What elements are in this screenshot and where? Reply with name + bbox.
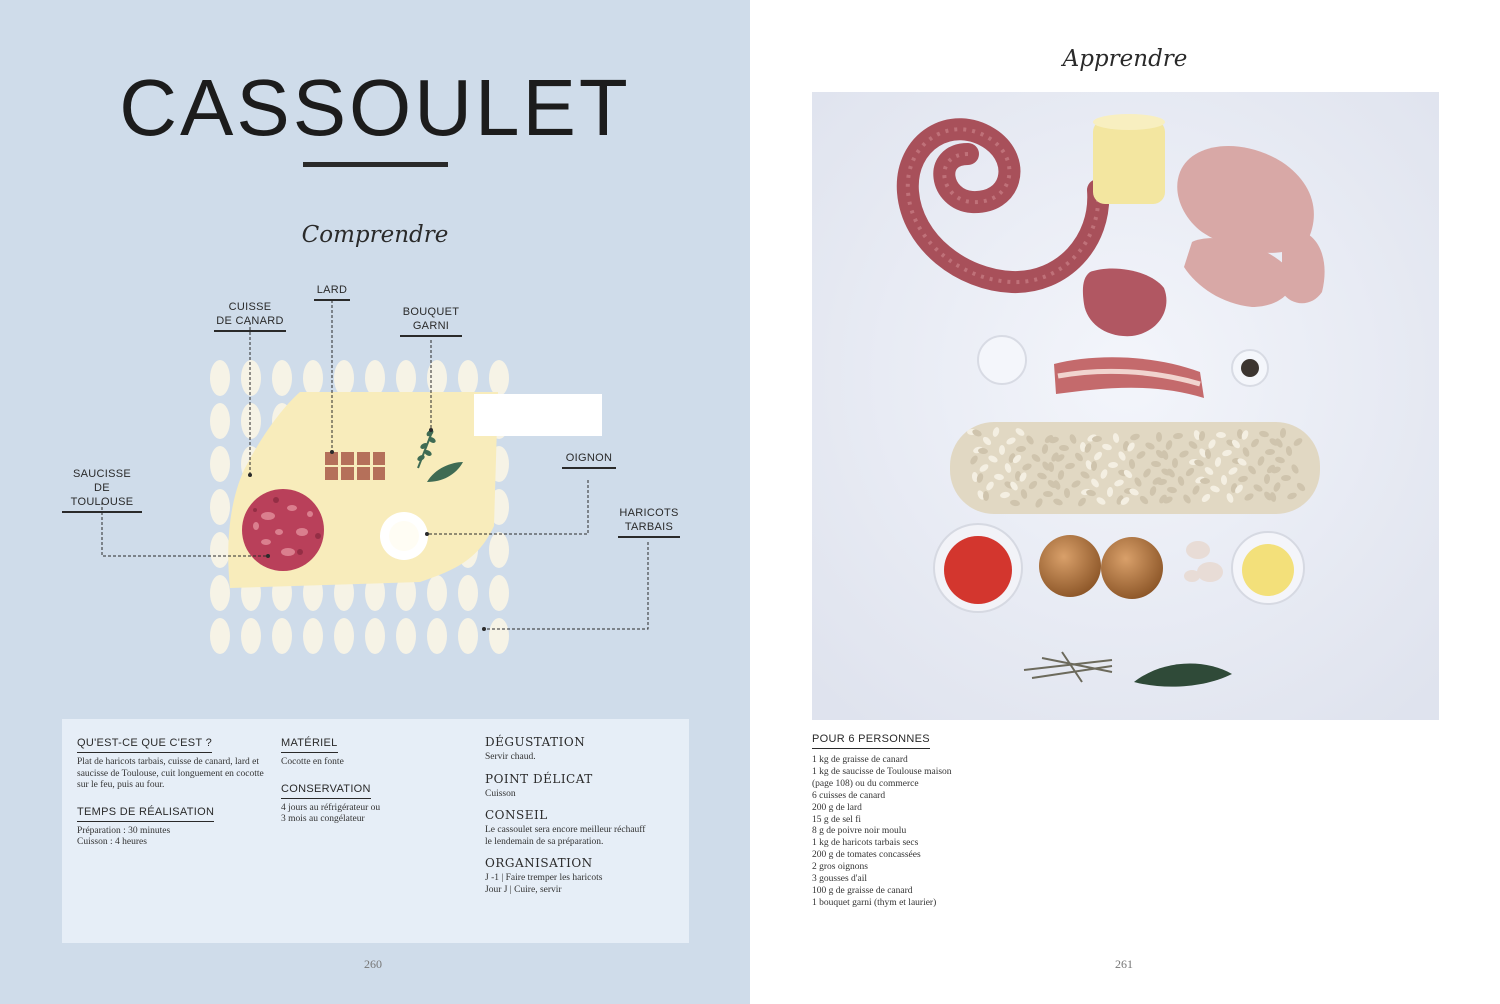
ingredient-item: 3 gousses d'ail (812, 874, 868, 885)
section-heading-apprendre: Apprendre (1062, 46, 1188, 72)
bean-shape (210, 446, 230, 482)
bean-shape (210, 618, 230, 654)
bean-shape (458, 360, 478, 396)
section-text-materiel: Cocotte en fonte (281, 757, 344, 767)
section-title-point-delicat: POINT DÉLICAT (485, 771, 593, 786)
bean-shape (334, 618, 354, 654)
cassoulet-diagram (0, 270, 750, 670)
page-number-left: 260 (364, 957, 382, 971)
label-cuisse-de-canard (214, 300, 286, 332)
label-oignon: OIGNON (562, 451, 616, 469)
bean-shape (427, 360, 447, 396)
bean-shape (489, 532, 509, 568)
recipe-title: CASSOULET (119, 63, 631, 152)
white-box (474, 394, 602, 436)
ingredient-item: 1 kg de graisse de canard (812, 755, 908, 765)
photo-onion-1 (1039, 535, 1101, 597)
info-column-1 (77, 733, 272, 859)
ingredient-item: 100 g de graisse de canard (812, 885, 913, 896)
photo-duck-fat (1093, 120, 1165, 204)
ingredient-item: 15 g de sel fi (812, 814, 862, 825)
label-saucisse-de-toulouse (62, 467, 142, 513)
section-text-quest-ce-que-cest: Plat de haricots tarbais, cuisse de canard, lard et saucisse de Toulouse, cuit longuement en cocotte sur le feu, puis au four. (77, 757, 264, 790)
bean-shape (303, 618, 323, 654)
info-column-3 (485, 733, 680, 902)
bean-shape (241, 618, 261, 654)
bean-shape (489, 360, 509, 396)
bean-shape (427, 618, 447, 654)
ingredient-item: 1 kg de haricots tarbais secs (812, 838, 919, 849)
bean-shape (489, 618, 509, 654)
info-box (62, 719, 689, 943)
photo-onion-2 (1101, 537, 1163, 599)
ingredient-item: 2 gros oignons (812, 862, 868, 873)
bean-shape (458, 618, 478, 654)
temps-line: Préparation : 30 minutes (77, 825, 171, 836)
bean-shape (365, 360, 385, 396)
bean-shape (427, 575, 447, 611)
bean-shape (241, 403, 261, 439)
ingredient-item: 6 cuisses de canard (812, 790, 886, 801)
section-heading-comprendre: Comprendre (301, 222, 449, 248)
section-title-organisation: ORGANISATION (485, 856, 593, 870)
bean-shape (210, 575, 230, 611)
label-line: DE TOULOUSE (70, 482, 134, 508)
bean-shape (458, 575, 478, 611)
label-lard: LARD (314, 283, 350, 301)
ingredients-photo (812, 92, 1439, 720)
section-title-conservation: CONSERVATION (281, 783, 371, 799)
ingredients-title: POUR 6 PERSONNES (812, 733, 930, 749)
label-line: HARICOTS (619, 507, 679, 519)
organisation-line: J -1 | Faire tremper les haricots (485, 873, 603, 883)
bean-shape (210, 489, 230, 525)
ingredient-item: 200 g de tomates concassées (812, 850, 921, 861)
temps-line: Cuisson : 4 heures (77, 837, 147, 847)
bean-shape (272, 618, 292, 654)
bean-shape (396, 618, 416, 654)
conseil-line: Le cassoulet sera encore meilleur réchauff (485, 825, 646, 835)
bean-shape (489, 575, 509, 611)
label-line: TARBAIS (624, 521, 674, 533)
bean-shape (334, 360, 354, 396)
label-line: DE CANARD (216, 315, 284, 327)
label-line: GARNI (412, 320, 450, 332)
photo-bean (999, 445, 1005, 455)
bean-shape (272, 360, 292, 396)
label-haricots-tarbais (618, 506, 680, 538)
right-page (750, 0, 1500, 1004)
bean-shape (365, 618, 385, 654)
ingredients-photo-illustration (812, 92, 1439, 720)
conseil-line: le lendemain de sa préparation. (485, 836, 604, 847)
bean-shape (241, 360, 261, 396)
ingredient-item: 1 bouquet garni (thym et laurier) (812, 897, 937, 908)
bean-shape (210, 403, 230, 439)
bean-shape (210, 532, 230, 568)
ingredient-item: 8 g de poivre noir moulu (812, 826, 907, 837)
title-rule (303, 162, 448, 167)
label-line: BOUQUET (402, 306, 460, 318)
section-text-conseil (485, 825, 680, 848)
sausage-shape (242, 489, 324, 571)
section-title-materiel: MATÉRIEL (281, 737, 338, 753)
bean-shape (396, 360, 416, 396)
section-title-conseil: CONSEIL (485, 808, 548, 822)
section-title-quest-ce-que-cest: QU'EST-CE QUE C'EST ? (77, 737, 212, 753)
conservation-line: 3 mois au congélateur (281, 814, 365, 824)
section-text-conservation (281, 803, 471, 826)
bean-shape (210, 360, 230, 396)
photo-salt-bowl (978, 336, 1026, 384)
section-text-organisation (485, 873, 680, 896)
info-column-2 (281, 733, 471, 836)
label-line: CUISSE (228, 301, 272, 313)
section-title-temps: TEMPS DE RÉALISATION (77, 806, 214, 822)
ingredient-item: 200 g de lard (812, 802, 862, 813)
ingredients-list (812, 755, 952, 910)
section-text-degustation: Servir chaud. (485, 752, 536, 762)
organisation-line: Jour J | Cuire, servir (485, 884, 562, 895)
page-number-right: 261 (1115, 957, 1133, 971)
section-text-temps (77, 826, 272, 849)
label-bouquet-garni (400, 305, 462, 337)
ingredient-item: (page 108) ou du commerce (812, 778, 919, 789)
conservation-line: 4 jours au réfrigérateur ou (281, 802, 381, 813)
bean-shape (303, 360, 323, 396)
ingredient-item: 1 kg de saucisse de Toulouse maison (812, 766, 952, 777)
section-text-point-delicat: Cuisson (485, 788, 516, 799)
label-line: SAUCISSE (72, 468, 132, 480)
section-title-degustation: DÉGUSTATION (485, 735, 586, 749)
